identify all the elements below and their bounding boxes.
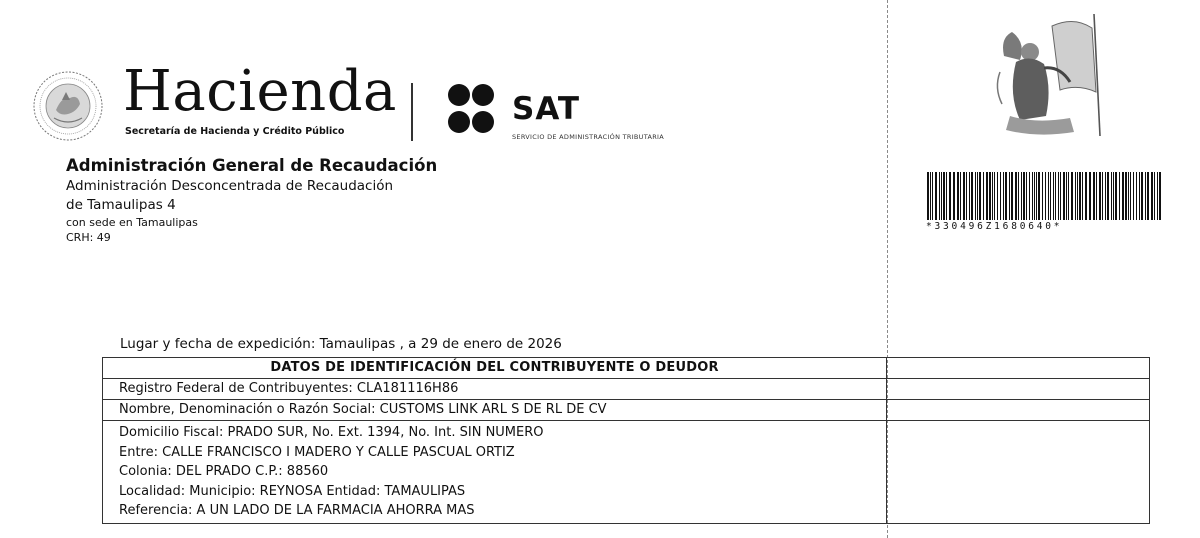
- barcode-bar: [989, 172, 991, 220]
- barcode-bar: [1021, 172, 1022, 220]
- barcode-bar: [1029, 172, 1030, 220]
- barcode-bar: [1036, 172, 1037, 220]
- barcode-bar: [1139, 172, 1140, 220]
- barcode-bar: [1032, 172, 1033, 220]
- barcode-bar: [1093, 172, 1095, 220]
- barcode-bar: [939, 172, 940, 220]
- barcode-bar: [1077, 172, 1078, 220]
- address-cell: [103, 421, 887, 524]
- side-cell: [887, 400, 1150, 421]
- barcode-bar: [1105, 172, 1106, 220]
- barcode-bar: [1058, 172, 1059, 220]
- side-cell: [887, 358, 1150, 379]
- barcode-bar: [1099, 172, 1101, 220]
- barcode-bar: [983, 172, 984, 220]
- barcode-bar: [1102, 172, 1103, 220]
- barcode-bar: [1085, 172, 1087, 220]
- barcode-bar: [975, 172, 976, 220]
- national-seal-icon: [32, 70, 104, 142]
- barcode-bar: [1068, 172, 1069, 220]
- allegory-emblem-icon: [990, 8, 1108, 140]
- barcode-bar: [930, 172, 931, 220]
- barcode-bar: [966, 172, 967, 220]
- barcode-bar: [1050, 172, 1051, 220]
- barcode-bar: [1141, 172, 1143, 220]
- rfc-cell: Registro Federal de Contribuyentes: CLA181116H86: [103, 379, 887, 400]
- barcode-bar: [960, 172, 961, 220]
- barcode-bar: [1145, 172, 1146, 220]
- address-colonia: Colonia: DEL PRADO C.P.: 88560: [119, 464, 329, 479]
- barcode-bar: [946, 172, 947, 220]
- barcode-bar: [927, 172, 929, 220]
- barcode-number: *330496Z1680640*: [926, 221, 1063, 232]
- office-sede: con sede en Tamaulipas: [66, 216, 198, 229]
- barcode-bar: [1111, 172, 1112, 220]
- office-subtitle: Administración Desconcentrada de Recaudación: [66, 178, 394, 194]
- barcode-bar: [1034, 172, 1035, 220]
- barcode-bar: [1009, 172, 1010, 220]
- barcode-bar: [953, 172, 955, 220]
- barcode-bar: [1151, 172, 1153, 220]
- issue-place-date: Lugar y fecha de expedición: Tamaulipas , a 29 de enero de 2026: [120, 336, 562, 352]
- barcode-bar: [1042, 172, 1043, 220]
- office-main-title: Administración General de Recaudación: [66, 156, 438, 175]
- taxpayer-table: [102, 357, 1150, 524]
- barcode-bar: [1063, 172, 1065, 220]
- barcode-bar: [1157, 172, 1158, 220]
- office-block: [66, 155, 437, 245]
- barcode-bar: [969, 172, 970, 220]
- office-crh: CRH: 49: [66, 231, 111, 244]
- barcode-bar: [1015, 172, 1017, 220]
- barcode-icon: [926, 172, 1164, 220]
- barcode-bar: [1096, 172, 1097, 220]
- barcode-bar: [1119, 172, 1120, 220]
- barcode-bar: [977, 172, 978, 220]
- name-cell: Nombre, Denominación o Razón Social: CUSTOMS LINK ARL S DE RL DE CV: [103, 400, 887, 421]
- barcode-bar: [1026, 172, 1027, 220]
- barcode-bar: [1038, 172, 1040, 220]
- barcode-bar: [1053, 172, 1054, 220]
- table-header-row: [103, 358, 1150, 379]
- barcode-bar: [949, 172, 951, 220]
- barcode-bar: [935, 172, 937, 220]
- barcode-bar: [1045, 172, 1046, 220]
- barcode-block: [926, 172, 1164, 233]
- barcode-bar: [1011, 172, 1013, 220]
- barcode-bar: [1107, 172, 1109, 220]
- barcode-bar: [1055, 172, 1056, 220]
- office-region: de Tamaulipas 4: [66, 197, 176, 213]
- barcode-bar: [971, 172, 973, 220]
- barcode-bar: [1060, 172, 1061, 220]
- barcode-bar: [943, 172, 945, 220]
- barcode-bar: [1122, 172, 1124, 220]
- barcode-bar: [1159, 172, 1161, 220]
- barcode-bar: [1128, 172, 1129, 220]
- barcode-bar: [1000, 172, 1001, 220]
- taxpayer-heading: DATOS DE IDENTIFICACIÓN DEL CONTRIBUYENTE O DEUDOR: [103, 358, 887, 379]
- barcode-bar: [1125, 172, 1127, 220]
- table-row: [103, 379, 1150, 400]
- hacienda-wordmark: Hacienda: [123, 59, 397, 124]
- side-cell: [887, 379, 1150, 400]
- table-row: [103, 421, 1150, 524]
- barcode-bar: [1075, 172, 1076, 220]
- barcode-bar: [1113, 172, 1114, 220]
- barcode-bar: [932, 172, 933, 220]
- barcode-bar: [1066, 172, 1067, 220]
- barcode-bar: [1003, 172, 1004, 220]
- barcode-bar: [1133, 172, 1134, 220]
- barcode-bar: [1023, 172, 1025, 220]
- barcode-bar: [1079, 172, 1081, 220]
- barcode-bar: [941, 172, 942, 220]
- brand-divider: [411, 83, 413, 141]
- barcode-bar: [997, 172, 998, 220]
- table-row: [103, 400, 1150, 421]
- barcode-bar: [992, 172, 993, 220]
- barcode-bar: [1018, 172, 1019, 220]
- barcode-bar: [1071, 172, 1073, 220]
- address-localidad: Localidad: Municipio: REYNOSA Entidad: TAMAULIPAS: [119, 483, 466, 499]
- address-referencia: Referencia: A UN LADO DE LA FARMACIA AHORRA MAS: [119, 503, 475, 518]
- address-entre: Entre: CALLE FRANCISCO I MADERO Y CALLE PASCUAL ORTIZ: [119, 444, 515, 460]
- barcode-bar: [1130, 172, 1131, 220]
- sat-wordmark: SAT: [512, 91, 581, 127]
- barcode-bar: [986, 172, 988, 220]
- barcode-bar: [963, 172, 965, 220]
- sat-logo-icon: [446, 82, 506, 138]
- side-cell: [887, 421, 1150, 524]
- barcode-bar: [1136, 172, 1137, 220]
- barcode-bar: [1082, 172, 1083, 220]
- barcode-bar: [1154, 172, 1155, 220]
- address-domicilio: Domicilio Fiscal: PRADO SUR, No. Ext. 1394, No. Int. SIN NUMERO: [119, 425, 544, 440]
- barcode-bar: [979, 172, 981, 220]
- sat-subtitle: SERVICIO DE ADMINISTRACIÓN TRIBUTARIA: [512, 133, 665, 141]
- barcode-bar: [994, 172, 995, 220]
- barcode-bar: [1005, 172, 1007, 220]
- barcode-bar: [1147, 172, 1149, 220]
- barcode-bar: [1115, 172, 1117, 220]
- hacienda-subtitle: Secretaría de Hacienda y Crédito Público: [125, 126, 345, 137]
- barcode-bar: [1048, 172, 1049, 220]
- barcode-bar: [957, 172, 959, 220]
- barcode-bar: [1089, 172, 1091, 220]
